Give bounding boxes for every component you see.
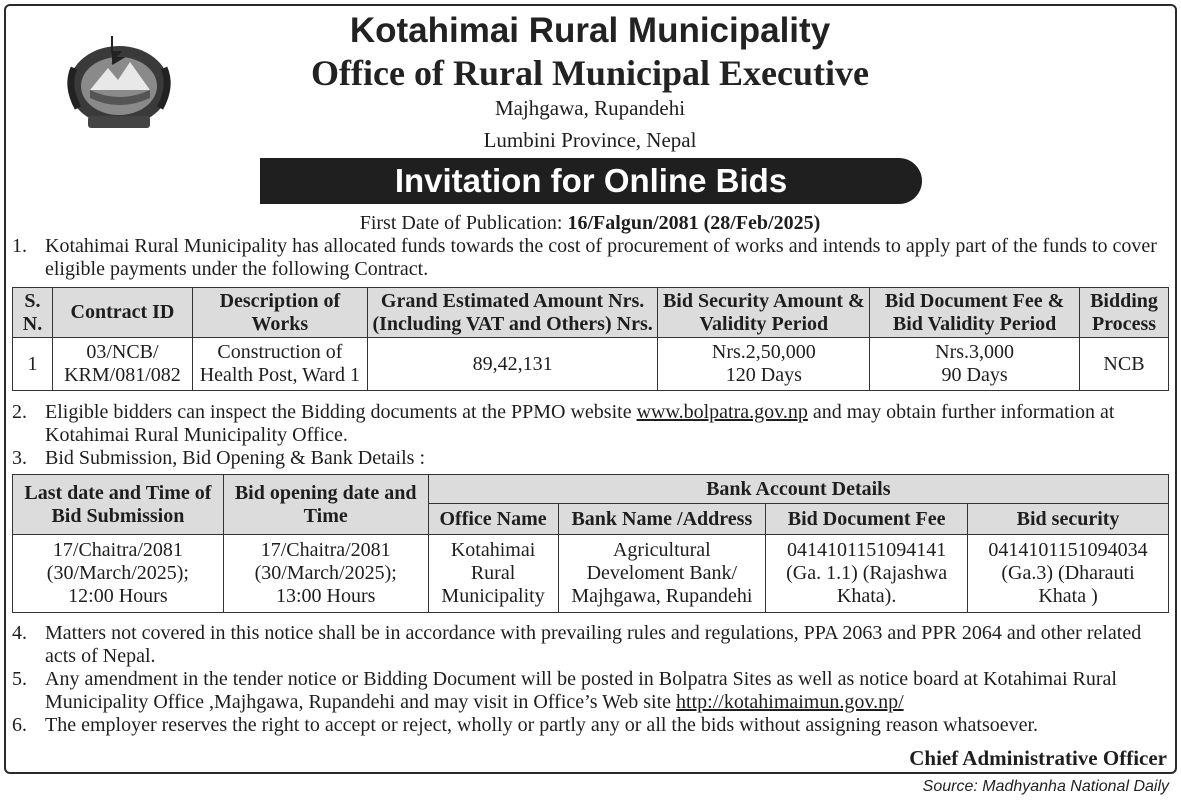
signoff: Chief Administrative Officer: [909, 746, 1167, 770]
address-line-2: Lumbini Province, Nepal: [483, 128, 697, 152]
header-contract-id: Contract ID: [52, 288, 192, 338]
header-last-date: Last date and Time of Bid Submission: [13, 475, 224, 535]
cell-sn: 1: [13, 338, 53, 391]
table-row: [13, 338, 1169, 391]
cell-office-name: Kotahimai Rural Municipality: [428, 535, 558, 613]
bank-details-table: [12, 474, 1169, 613]
cell-opening: 17/Chaitra/2081 (30/March/2025); 13:00 Hours: [223, 535, 428, 613]
header-doc-fee: Bid Document Fee & Bid Validity Period: [870, 288, 1080, 338]
table-row: [13, 535, 1169, 613]
paragraph-3: [12, 447, 1170, 470]
cell-contract-id: 03/NCB/ KRM/081/082: [52, 338, 192, 391]
paragraph-1: [12, 235, 1170, 281]
nepal-emblem-icon: [60, 28, 178, 132]
paragraph-text: Bid Submission, Bid Opening & Bank Details :: [45, 447, 426, 469]
municipality-name: Kotahimai Rural Municipality: [349, 11, 831, 50]
header-bank-account-details: Bank Account Details: [428, 475, 1168, 504]
publication-date-line: [240, 211, 940, 235]
paragraph-text: Matters not covered in this notice shall be in accordance with prevailing rules and regulations, PPA 2063 and PPR 2064 and other related acts of Nepal.: [45, 622, 1142, 667]
header-opening: Bid opening date and Time: [223, 475, 428, 535]
paragraph-number: 6.: [12, 714, 27, 736]
header-bid-security: Bid Security Amount & Validity Period: [658, 288, 870, 338]
paragraph-text: Any amendment in the tender notice or Bidding Document will be posted in Bolpatra Sites as well as notice board at Kotahimai Rural Municipality Office ,Majhgawa, Rupandehi and may visit in Office’s Web site http://kotahimaimun.gov.np/: [45, 668, 1117, 713]
bolpatra-link[interactable]: www.bolpatra.gov.np: [636, 401, 808, 423]
paragraph-number: 2.: [12, 401, 27, 423]
header-bank-name: Bank Name /Address: [558, 504, 766, 535]
cell-doc-fee: Nrs.3,000 90 Days: [870, 338, 1080, 391]
header-description: Description of Works: [192, 288, 367, 338]
paragraph-text: Eligible bidders can inspect the Bidding documents at the PPMO website www.bolpatra.gov.np and may obtain further information at Kotahimai Rural Municipality Office.: [45, 401, 1115, 446]
paragraph-text: The employer reserves the right to accept or reject, wholly or partly any or all the bids without assigning reason whatsoever.: [45, 714, 1039, 736]
paragraph-number: 4.: [12, 622, 27, 644]
cell-bid-security: Nrs.2,50,000 120 Days: [658, 338, 870, 391]
cell-bid-document-fee: 0414101151094141 (Ga. 1.1) (Rajashwa Khata).: [766, 535, 968, 613]
header-process: Bidding Process: [1079, 288, 1168, 338]
cell-last-date: 17/Chaitra/2081 (30/March/2025); 12:00 Hours: [13, 535, 224, 613]
paragraph-number: 5.: [12, 668, 27, 690]
header-bid-document-fee: Bid Document Fee: [766, 504, 968, 535]
paragraph-number: 3.: [12, 447, 27, 469]
source-credit: Source: Madhyanha National Daily: [922, 778, 1169, 795]
cell-process: NCB: [1079, 338, 1168, 391]
paragraph-2: [12, 401, 1170, 447]
header-sn: S. N.: [13, 288, 53, 338]
publication-label: First Date of Publication:: [359, 212, 563, 234]
paragraph-5: [12, 668, 1170, 714]
municipality-website-link[interactable]: http://kotahimaimun.gov.np/: [676, 691, 904, 713]
publication-date: 16/Falgun/2081 (28/Feb/2025): [567, 212, 821, 234]
paragraph-4: [12, 622, 1170, 668]
header-estimate: Grand Estimated Amount Nrs. (Including VAT and Others) Nrs.: [367, 288, 658, 338]
cell-description: Construction of Health Post, Ward 1: [192, 338, 367, 391]
office-name: Office of Rural Municipal Executive: [311, 53, 869, 93]
header-bid-security: Bid security: [968, 504, 1169, 535]
address-line-1: Majhgawa, Rupandehi: [494, 96, 686, 120]
title-banner: Invitation for Online Bids: [260, 158, 922, 204]
contract-table: [12, 287, 1169, 391]
paragraph-6: [12, 714, 1170, 737]
cell-estimate: 89,42,131: [367, 338, 658, 391]
cell-bid-security: 0414101151094034 (Ga.3) (Dharauti Khata ): [968, 535, 1169, 613]
cell-bank-name: Agricultural Develoment Bank/ Majhgawa, Rupandehi: [558, 535, 766, 613]
paragraph-text: Kotahimai Rural Municipality has allocated funds towards the cost of procurement of works and intends to apply part of the funds to cover eligible payments under the following Contract.: [45, 235, 1157, 280]
header-office-name: Office Name: [428, 504, 558, 535]
paragraph-number: 1.: [12, 235, 27, 257]
